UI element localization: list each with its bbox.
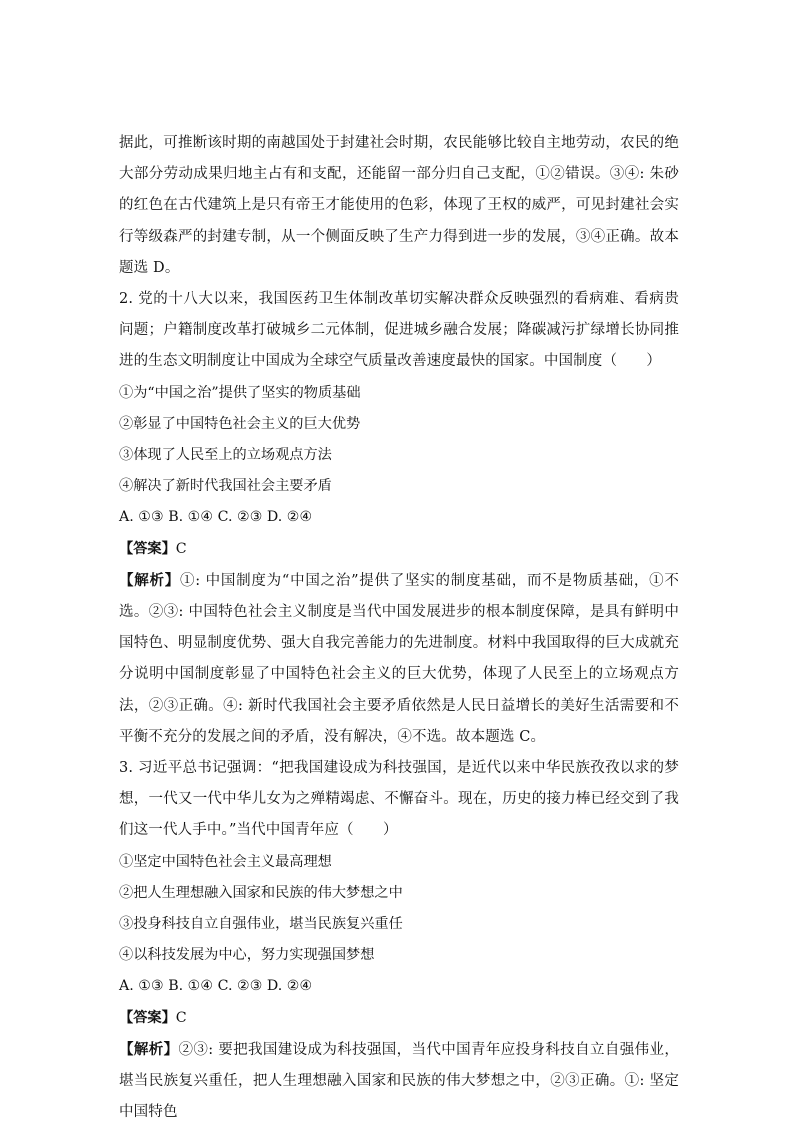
q3-choices: A. ①③ B. ①④ C. ②③ D. ②④ (119, 978, 313, 995)
q3-answer (119, 1003, 679, 1034)
q2-option-1: ①为“中国之治”提供了坚实的物质基础 (119, 384, 361, 401)
q3-option-1: ①坚定中国特色社会主义最高理想 (119, 853, 332, 870)
q3-option-2: ②把人生理想融入国家和民族的伟大梦想之中 (119, 884, 403, 901)
q3-analysis-text: ②③: 要把我国建设成为科技强国，当代中国青年应投身科技自立自强伟业，堪当民族复兴重任，把人生理想融入国家和民族的伟大梦想之中，②③正确。①: 坚定中国特色 (119, 1041, 679, 1121)
q3-stem: 3. 习近平总书记强调：“把我国建设成为科技强国，是近代以来中华民族孜孜以求的梦想，一代又一代中华儿女为之殚精竭虑、不懈奋斗。现在，历史的接力棒已经交到了我们这一代人手中。”当代中国青年应（ ） (119, 760, 679, 839)
q2-analysis-text: ①: 中国制度为“中国之治”提供了坚实的制度基础，而不是物质基础，①不选。②③: 中国特色社会主义制度是当代中国发展进步的根本制度保障，是具有鲜明中国特色、明显制度优势、强大自我完善能力的先进制度。材料中我国取得的巨大成就充分说明中国制度彰显了中国特色社会主义的巨大优势，体现了人民至上的立场观点方法，②③正确。④: 新时代我国社会主要矛盾依然是人民日益增长的美好生活需要和不平衡不充分的发展之间的矛盾，没有解决，④不选。故本题选 C。 (119, 572, 679, 745)
q3-option-3: ③投身科技自立自强伟业，堪当民族复兴重任 (119, 916, 403, 933)
q3-answer-value: C (175, 1009, 187, 1026)
q3-option-4: ④以科技发展为中心，努力实现强国梦想 (119, 947, 375, 964)
q2-answer (119, 534, 679, 565)
q2-stem: 2. 党的十八大以来，我国医药卫生体制改革切实解决群众反映强烈的看病难、看病贵问题；户籍制度改革打破城乡二元体制，促进城乡融合发展；降碳减污扩绿增长协同推进的生态文明制度让中国成为全球空气质量改善速度最快的国家。中国制度（ ） (119, 291, 679, 370)
q2-choices: A. ①③ B. ①④ C. ②③ D. ②④ (119, 509, 313, 526)
q2-answer-tag: 【答案】 (119, 540, 176, 557)
q3-analysis (119, 1034, 679, 1129)
q2-analysis-tag: 【解析】 (119, 571, 181, 589)
q2-option-3: ③体现了人民至上的立场观点方法 (119, 447, 332, 464)
q3-answer-tag: 【答案】 (119, 1009, 176, 1026)
q2-option-2: ②彰显了中国特色社会主义的巨大优势 (119, 415, 361, 432)
q2-option-4: ④解决了新时代我国社会主要矛盾 (119, 478, 332, 495)
document-page (119, 128, 679, 1129)
q2-answer-value: C (175, 540, 187, 557)
q2-analysis (119, 565, 679, 753)
q1-analysis-continued: 据此，可推断该时期的南越国处于封建社会时期，农民能够比较自主地劳动，农民的绝大部分劳动成果归地主占有和支配，还能留一部分归自己支配，①②错误。③④: 朱砂的红色在古代建筑上是只有帝王才能使用的色彩，体现了王权的威严，可见封建社会实行等级森严的封建专制，从一个侧面反映了生产力得到进一步的发展，③④正确。故本题选 D。 (119, 135, 679, 276)
q3-analysis-tag: 【解析】 (119, 1040, 179, 1058)
